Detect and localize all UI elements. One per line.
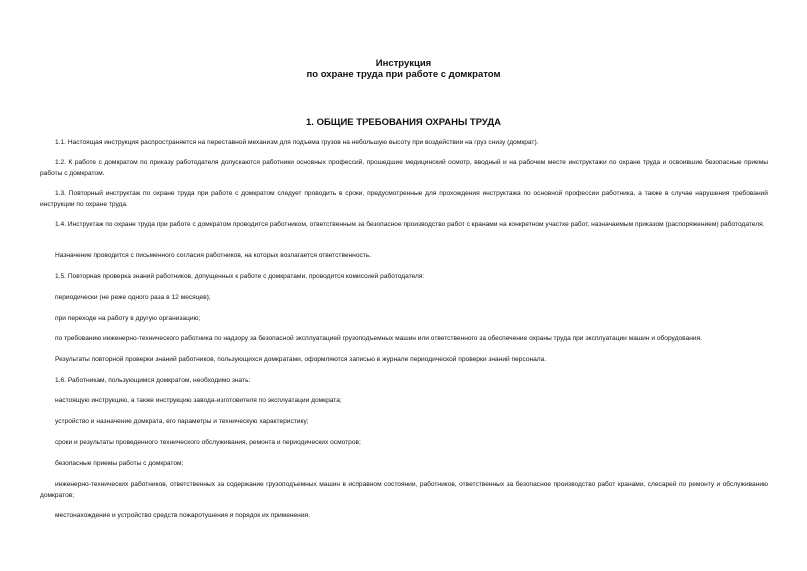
section-heading: 1. ОБЩИЕ ТРЕБОВАНИЯ ОХРАНЫ ТРУДА (306, 117, 501, 128)
paragraph-1-4: 1.4. Инструктаж по охране труда при работе с домкратом проводится работником, ответственным за безопасное производство работ с кранами на конкретном участке работ, назначаемым приказом (распоряжением) работодателя. (55, 221, 765, 228)
list-item-maintenance: сроки и результаты проведенного технического обслуживания, ремонта и периодических осмотров; (55, 439, 361, 446)
list-item-safe-methods: безопасные приемы работы с домкратом; (55, 460, 184, 467)
paragraph-1-1: 1.1. Настоящая инструкция распространяется на переставной механизм для подъема грузов на небольшую высоту при воздействии на груз снизу (домкрат). (55, 139, 539, 146)
document-title-line1: Инструкция (375, 58, 432, 69)
list-item-instruction: настоящую инструкцию, а также инструкцию завода-изготовителя по эксплуатации домкрата; (55, 397, 342, 404)
list-item-responsible-staff: инженерно-технических работников, ответственных за содержание грузоподъемных машин в исправном состоянии, работников, ответственных за безопасное производство работ кранами, слесарей по ремонту и обслуживанию домкратов; (40, 481, 768, 499)
document-title-line2: по охране труда при работе с домкратом (306, 69, 501, 80)
list-item-transfer: при переходе на работу в другую организацию; (55, 315, 201, 322)
paragraph-1-2: 1.2. К работе с домкратом по приказу работодателя допускаются работники основных профессий, прошедшие медицинский осмотр, вводный и на рабочем месте инструктажи по охране труда и освоившие безопасные приемы работы с домкратом. (40, 159, 768, 177)
paragraph-1-5: 1.5. Повторная проверка знаний работников, допущенных к работе с домкратами, проводится комиссией работодателя: (55, 273, 425, 280)
list-item-periodically: периодически (не реже одного раза в 12 месяцев); (55, 294, 211, 301)
paragraph-1-6: 1.6. Работникам, пользующимся домкратом, необходимо знать: (55, 377, 251, 384)
list-item-on-request: по требованию инженерно-технического работника по надзору за безопасной эксплуатацией грузоподъемных машин или ответственного за обеспечение охраны труда при эксплуатации машин и оборудования. (55, 335, 702, 342)
paragraph-appointment: Назначение проводится с письменного согласия работников, на которых возлагается ответственность. (55, 252, 372, 259)
list-item-fire-equipment: местонахождение и устройство средств пожаротушения и порядок их применения. (55, 512, 310, 519)
list-item-device: устройство и назначение домкрата, его параметры и техническую характеристику; (55, 418, 309, 425)
paragraph-1-3: 1.3. Повторный инструктаж по охране труда при работе с домкратом следует проводить в сроки, предусмотренные для прохождения инструктажа по основной профессии работника, а также в случае нарушения требований инструкции по охране труда. (40, 190, 768, 208)
paragraph-results: Результаты повторной проверки знаний работников, пользующихся домкратами, оформляются записью в журнале периодической проверки знаний персонала. (55, 356, 547, 363)
